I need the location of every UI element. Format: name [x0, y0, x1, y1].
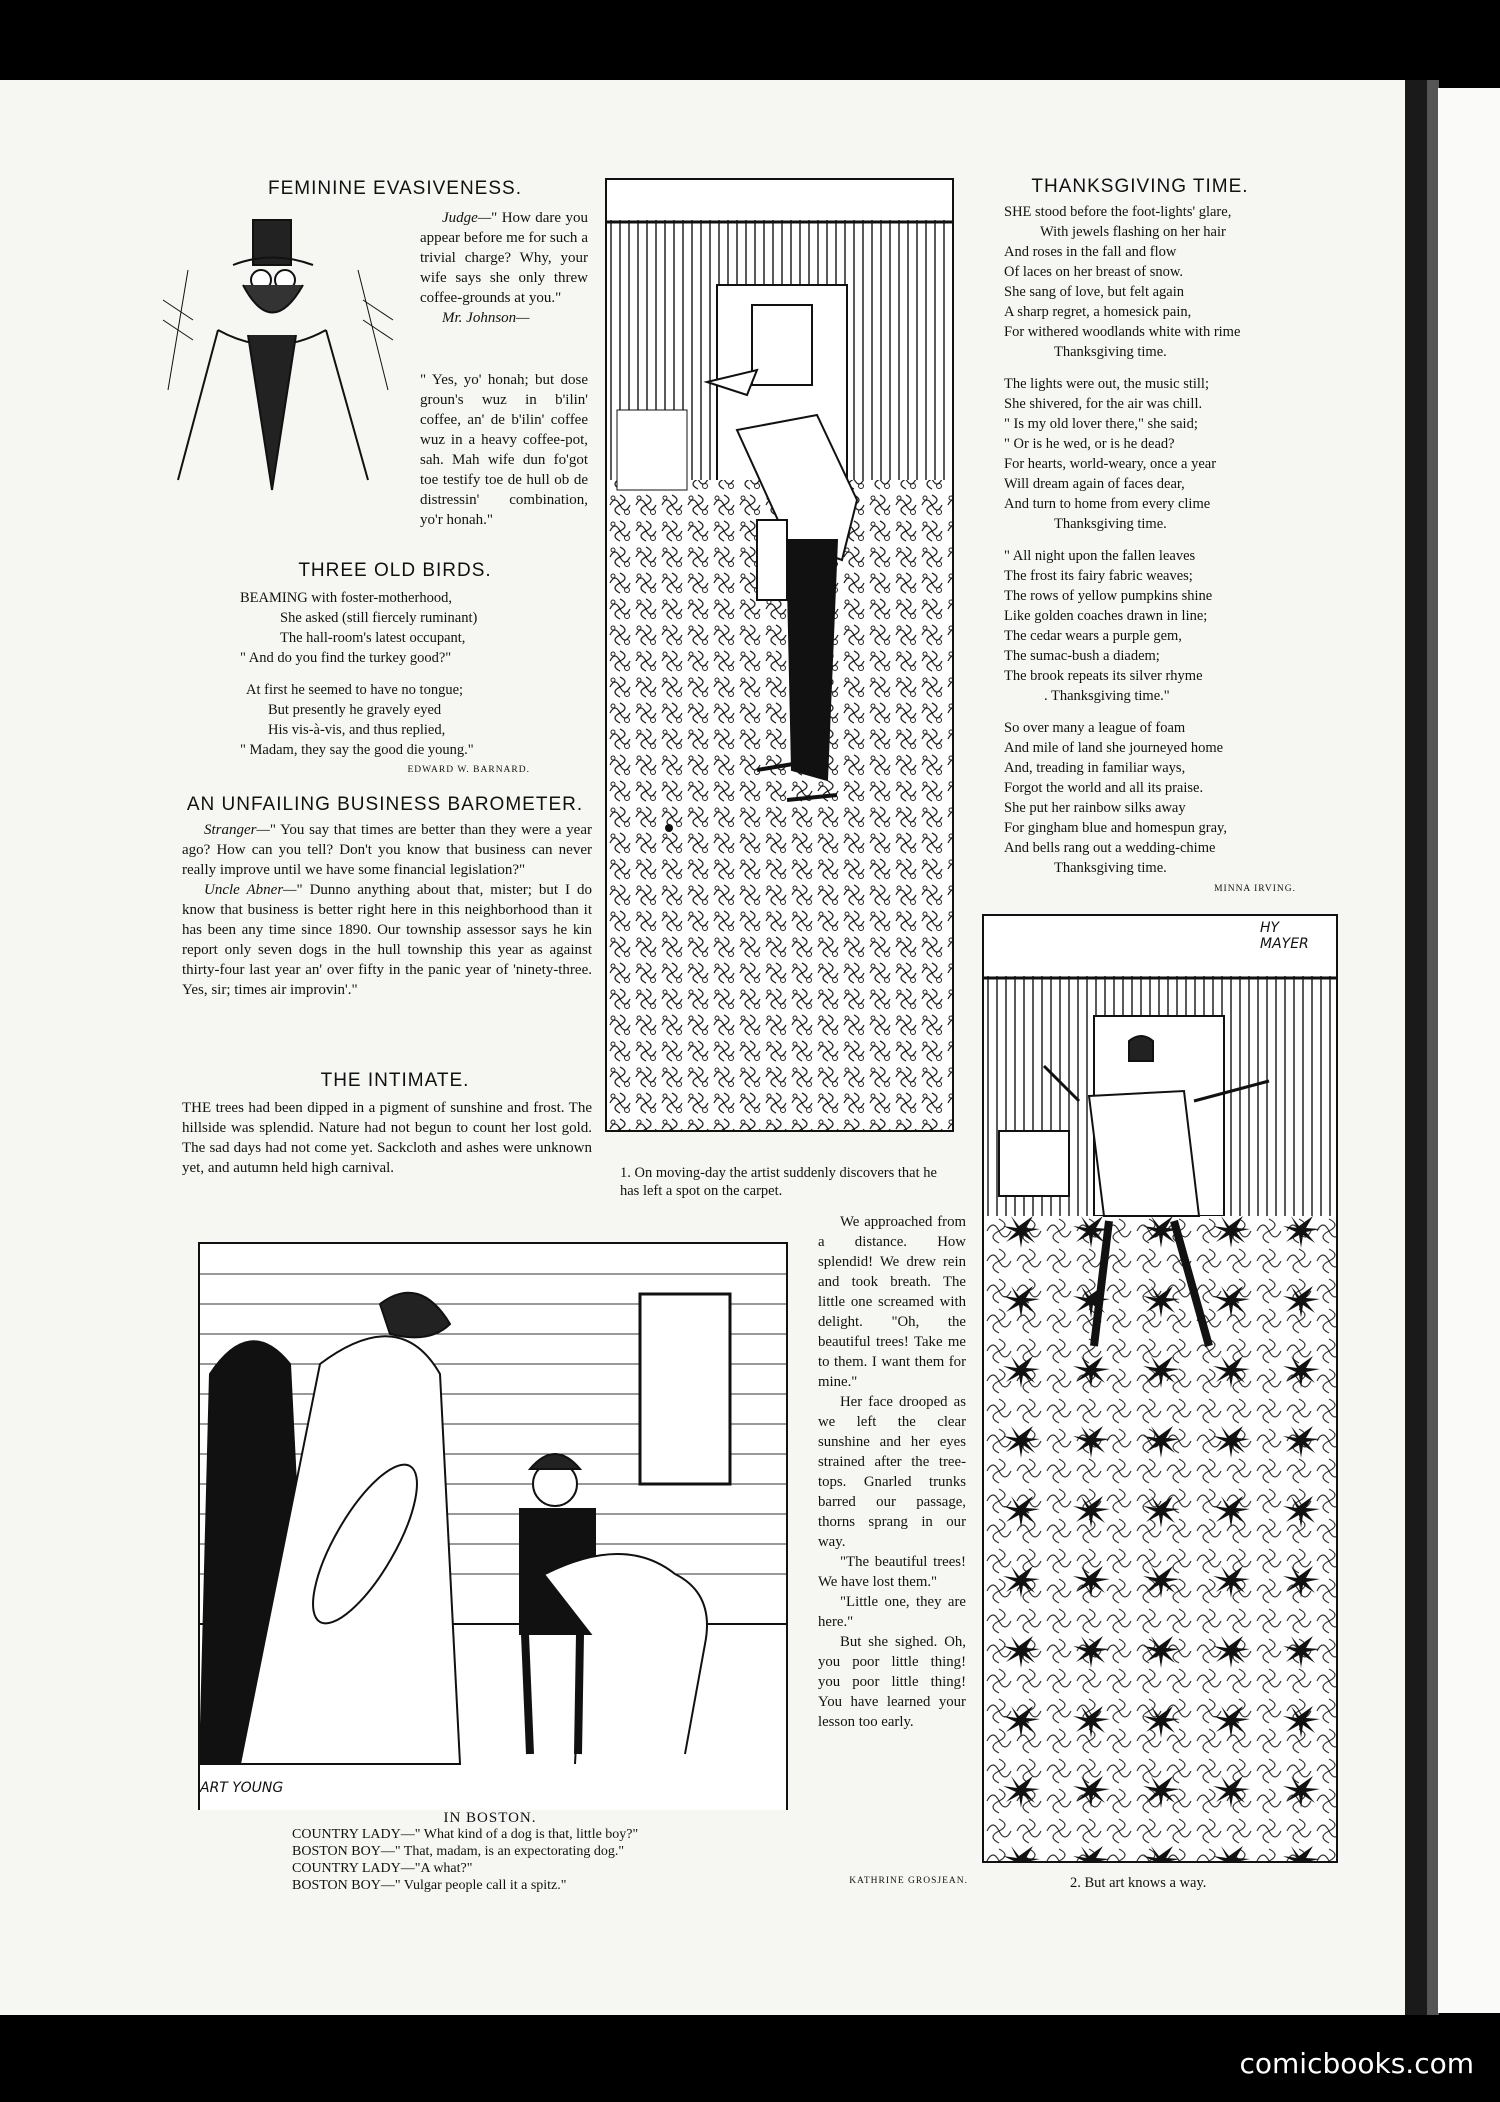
boston-title: IN BOSTON.: [443, 1810, 537, 1826]
poem-line: She shivered, for the air was chill.: [1004, 396, 1203, 412]
cartoon-2-frame: [982, 914, 1338, 1863]
cartoon-1-drawing: [607, 180, 952, 1130]
cartoon-2-signature: HY MAYER: [1260, 920, 1309, 952]
thanksgiving-title: THANKSGIVING TIME.: [1031, 176, 1249, 197]
birds-author: EDWARD W. BARNARD.: [407, 765, 530, 775]
poem-line: " Or is he wed, or is he dead?: [1004, 436, 1175, 452]
thanksgiving-stanza: [1004, 546, 1314, 706]
speaker: COUNTRY LADY—: [292, 1861, 415, 1876]
poem-line: " And do you find the turkey good?": [240, 650, 452, 666]
poem-line: She put her rainbow silks away: [1004, 800, 1186, 816]
speaker: BOSTON BOY—: [292, 1844, 395, 1859]
poem-line: " All night upon the fallen leaves: [1004, 548, 1196, 564]
poem-line: The sumac-bush a diadem;: [1004, 648, 1160, 664]
poem-line: The brook repeats its silver rhyme: [1004, 668, 1203, 684]
barometer-text: [182, 820, 592, 1000]
stranger-label: Stranger—: [204, 822, 270, 838]
poem-line: She sang of love, but felt again: [1004, 284, 1184, 300]
poem-line: Thanksgiving time.: [1054, 344, 1167, 360]
thanksgiving-stanza: [1004, 718, 1314, 878]
feminine-judge-text: [420, 208, 588, 328]
abner-quote: " Dunno anything about that, mister; but I do know that business is better right here in this neighborhood than it has been any time since 1890. Our township assessor says he kin report only seven dogs in the hull township this year as against thirty-four last year an' over fifty in the panic year of 'ninety-three. Yes, sir; times air improvin'.": [182, 882, 592, 998]
stranger-quote: " You say that times are better than they were a year ago? How can you tell? Don't you know that business can never really improve until we have some financial legislation?": [182, 822, 592, 878]
boston-dialogue: [292, 1826, 792, 1894]
dialogue-line: [292, 1843, 792, 1860]
poem-line: With jewels flashing on her hair: [1040, 224, 1226, 240]
intimate-author: KATHRINE GROSJEAN.: [849, 1876, 968, 1886]
poem-line: The hall-room's latest occupant,: [280, 630, 466, 646]
cartoon-2-caption: 2. But art knows a way.: [1070, 1875, 1207, 1891]
watermark: comicbooks.com: [1239, 2047, 1474, 2080]
poem-line: . Thanksgiving time.": [1044, 688, 1170, 704]
johnson-quote: " Yes, yo' honah; but dose groun's wuz in b'ilin' coffee, an' de b'ilin' coffee wuz in a heavy coffee-pot, sah. Mah wife dun fo'got toe testify toe de hull ob de distressin' combination, yo'r honah.": [420, 372, 588, 528]
intimate-paragraph: "Little one, they are here.": [818, 1594, 966, 1630]
poem-line: And turn to home from every clime: [1004, 496, 1211, 512]
johnson-label: Mr. Johnson—: [442, 310, 530, 326]
intimate-text-1: [182, 1098, 592, 1178]
poem-line: And roses in the fall and flow: [1004, 244, 1177, 260]
poem-line: The cedar wears a purple gem,: [1004, 628, 1182, 644]
speaker: COUNTRY LADY—: [292, 1827, 415, 1842]
poem-line: For hearts, world-weary, once a year: [1004, 456, 1217, 472]
cartoon-1-frame: [605, 178, 954, 1132]
speech: " Vulgar people call it a spitz.": [394, 1878, 567, 1893]
intimate-paragraph: "The beautiful trees! We have lost them.": [818, 1554, 966, 1590]
poem-line: She asked (still fiercely ruminant): [280, 610, 478, 626]
thanksgiving-author: MINNA IRVING.: [1214, 884, 1296, 894]
poem-line: BEAMING with foster-motherhood,: [240, 590, 452, 606]
speech: " What kind of a dog is that, little boy?": [414, 1827, 639, 1842]
birds-poem: [240, 588, 580, 772]
intimate-paragraph: But she sighed. Oh, you poor little thing! you poor little thing! You have learned your lesson too early.: [818, 1634, 966, 1730]
poem-line: Of laces on her breast of snow.: [1004, 264, 1184, 280]
judge-label: Judge—: [442, 210, 492, 226]
birds-title: THREE OLD BIRDS.: [298, 560, 492, 581]
poem-line: " Is my old lover there," she said;: [1004, 416, 1198, 432]
carpet-spot: [665, 824, 673, 832]
boston-signature: ART YOUNG: [200, 1780, 284, 1796]
poem-line: But presently he gravely eyed: [268, 702, 442, 718]
intimate-paragraph: Her face drooped as we left the clear sunshine and her eyes strained after the tree-tops. Gnarled trunks barred our passage, thorns sprang in our way.: [818, 1394, 966, 1550]
boston-cartoon-drawing: [200, 1244, 786, 1810]
poem-line: Forgot the world and all its praise.: [1004, 780, 1204, 796]
speech: "A what?": [414, 1861, 473, 1876]
poem-line: For gingham blue and homespun gray,: [1004, 820, 1227, 836]
birds-stanza: [240, 680, 580, 760]
poem-line: Like golden coaches drawn in line;: [1004, 608, 1208, 624]
dialogue-line: [292, 1877, 792, 1894]
intimate-text-2: [818, 1212, 966, 1732]
speech: " That, madam, is an expectorating dog.": [394, 1844, 625, 1859]
cartoon-2-drawing: [984, 916, 1336, 1861]
poem-line: Will dream again of faces dear,: [1004, 476, 1185, 492]
poem-line: The frost its fairy fabric weaves;: [1004, 568, 1193, 584]
feminine-title: FEMININE EVASIVENESS.: [268, 178, 522, 199]
poem-line: His vis-à-vis, and thus replied,: [268, 722, 446, 738]
poem-line: Thanksgiving time.: [1054, 516, 1167, 532]
dialogue-line: [292, 1826, 792, 1843]
barometer-title: AN UNFAILING BUSINESS BAROMETER.: [186, 794, 584, 815]
poem-line: SHE stood before the foot-lights' glare,: [1004, 204, 1232, 220]
abner-label: Uncle Abner—: [204, 882, 297, 898]
birds-stanza: [240, 588, 580, 668]
thanksgiving-poem: [1004, 202, 1314, 890]
feminine-johnson-text: [178, 370, 588, 530]
boston-cartoon-frame: [198, 1242, 788, 1810]
next-page-edge: [1438, 88, 1500, 2013]
poem-line: The rows of yellow pumpkins shine: [1004, 588, 1213, 604]
poem-line: " Madam, they say the good die young.": [240, 742, 474, 758]
poem-line: Thanksgiving time.: [1054, 860, 1167, 876]
poem-line: For withered woodlands white with rime: [1004, 324, 1241, 340]
thanksgiving-stanza: [1004, 374, 1314, 534]
poem-line: At first he seemed to have no tongue;: [246, 682, 464, 698]
intimate-paragraph: We approached from a distance. How splendid! We drew rein and took breath. The little one screamed with delight. "Oh, the beautiful trees! Take me to them. I want them for mine.": [818, 1214, 966, 1390]
poem-line: A sharp regret, a homesick pain,: [1004, 304, 1192, 320]
poem-line: The lights were out, the music still;: [1004, 376, 1209, 392]
thanksgiving-stanza: [1004, 202, 1314, 362]
poem-line: So over many a league of foam: [1004, 720, 1186, 736]
dialogue-line: [292, 1860, 792, 1877]
judge-quote: " How dare you appear before me for such a trivial charge? Why, your wife says she only threw coffee-grounds at you.": [420, 210, 588, 306]
cartoon-1-caption: 1. On moving-day the artist suddenly discovers that he has left a spot on the carpet.: [620, 1165, 937, 1199]
poem-line: And mile of land she journeyed home: [1004, 740, 1224, 756]
intimate-paragraph: THE trees had been dipped in a pigment of sunshine and frost. The hillside was splendid. Nature had not begun to count her lost gold. The sad days had not come yet. Sackcloth and ashes were unknown yet, and autumn held high carnival.: [182, 1100, 592, 1176]
intimate-title: THE INTIMATE.: [320, 1070, 470, 1091]
poem-line: And bells rang out a wedding-chime: [1004, 840, 1216, 856]
page-spine: [1405, 80, 1427, 2015]
speaker: BOSTON BOY—: [292, 1878, 395, 1893]
poem-line: And, treading in familiar ways,: [1004, 760, 1186, 776]
